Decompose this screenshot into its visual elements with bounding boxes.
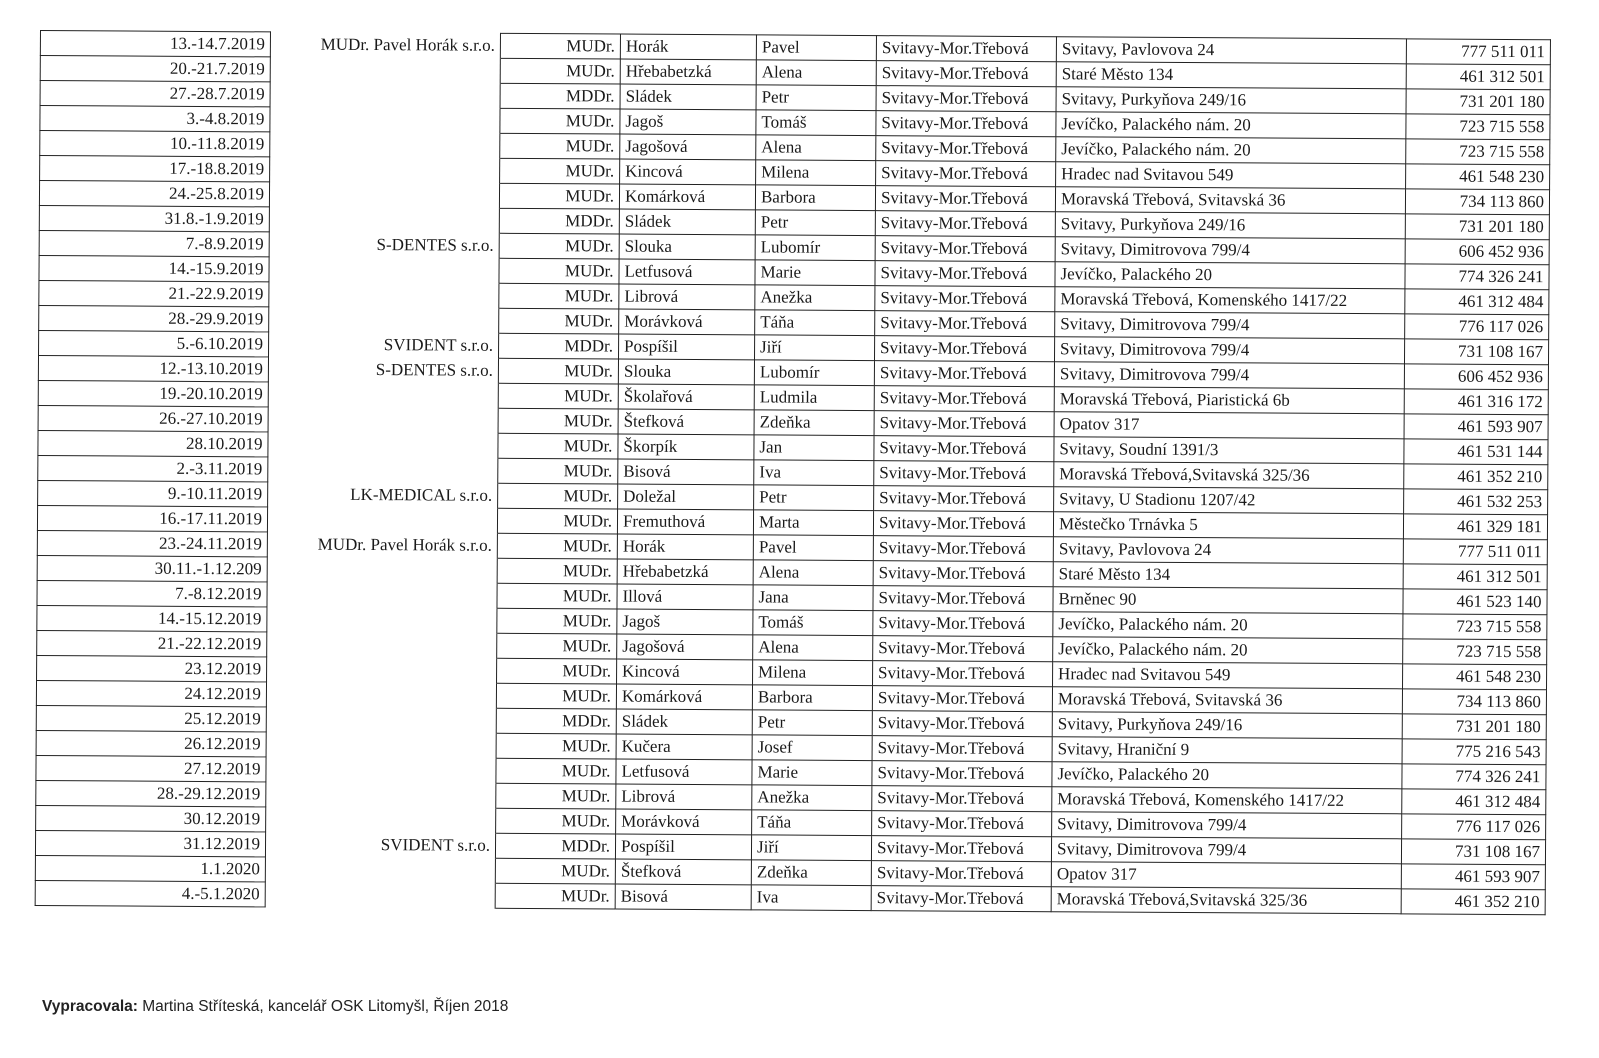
- date-cell: 5.-6.10.2019: [39, 330, 269, 356]
- address-cell: Staré Město 134: [1053, 562, 1403, 589]
- address-cell: Svitavy, Dimitrovova 799/4: [1055, 237, 1405, 264]
- phone-cell: 461 316 172: [1404, 389, 1548, 415]
- company-cell: MUDr. Pavel Horák s.r.o.: [270, 32, 500, 58]
- surname-cell: Illová: [617, 584, 753, 610]
- first-name-cell: Alena: [756, 60, 876, 86]
- region-cell: Svitavy-Mor.Třebová: [876, 86, 1056, 112]
- address-cell: Svitavy, Purkyňova 249/16: [1055, 212, 1405, 239]
- address-cell: Svitavy, Purkyňova 249/16: [1052, 712, 1402, 739]
- title-cell: MUDr.: [496, 783, 616, 809]
- schedule-rows: [35, 31, 1550, 915]
- date-cell: 4.-5.1.2020: [35, 880, 265, 906]
- first-name-cell: Lubomír: [755, 235, 875, 261]
- company-cell: [267, 507, 497, 533]
- phone-cell: 731 201 180: [1402, 714, 1546, 740]
- phone-cell: 731 201 180: [1406, 89, 1550, 115]
- surname-cell: Jagoš: [620, 109, 756, 135]
- date-cell: 12.-13.10.2019: [38, 355, 268, 381]
- region-cell: Svitavy-Mor.Třebová: [874, 361, 1054, 387]
- surname-cell: Škorpík: [618, 434, 754, 460]
- title-cell: MUDr.: [497, 658, 617, 684]
- title-cell: MUDr.: [496, 683, 616, 709]
- title-cell: MUDr.: [499, 183, 619, 209]
- title-cell: MUDr.: [500, 58, 620, 84]
- address-cell: Staré Město 134: [1056, 62, 1406, 89]
- date-cell: 28.-29.9.2019: [39, 305, 269, 331]
- phone-cell: 461 312 484: [1402, 789, 1546, 815]
- address-cell: Moravská Třebová,Svitavská 325/36: [1054, 462, 1404, 489]
- region-cell: Svitavy-Mor.Třebová: [876, 61, 1056, 87]
- company-cell: [267, 657, 497, 683]
- date-cell: 21.-22.12.2019: [37, 630, 267, 656]
- date-cell: 16.-17.11.2019: [37, 505, 267, 531]
- phone-cell: 461 523 140: [1403, 589, 1547, 615]
- surname-cell: Školařová: [618, 384, 754, 410]
- phone-cell: 461 352 210: [1404, 464, 1548, 490]
- phone-cell: 775 216 543: [1402, 739, 1546, 765]
- date-cell: 26.12.2019: [36, 730, 266, 756]
- first-name-cell: Táňa: [752, 810, 872, 836]
- address-cell: Moravská Třebová, Svitavská 36: [1052, 687, 1402, 714]
- address-cell: Svitavy, Pavlovova 24: [1053, 537, 1403, 564]
- address-cell: Moravská Třebová, Komenského 1417/22: [1055, 287, 1405, 314]
- address-cell: Svitavy, Dimitrovova 799/4: [1054, 337, 1404, 364]
- surname-cell: Letfusová: [616, 759, 752, 785]
- phone-cell: 606 452 936: [1404, 364, 1548, 390]
- company-cell: S-DENTES s.r.o.: [268, 357, 498, 383]
- region-cell: Svitavy-Mor.Třebová: [874, 486, 1054, 512]
- title-cell: MUDr.: [499, 233, 619, 259]
- region-cell: Svitavy-Mor.Třebová: [875, 311, 1055, 337]
- first-name-cell: Anežka: [755, 285, 875, 311]
- date-cell: 21.-22.9.2019: [39, 280, 269, 306]
- region-cell: Svitavy-Mor.Třebová: [873, 511, 1053, 537]
- address-cell: Hradec nad Svitavou 549: [1056, 162, 1406, 189]
- phone-cell: 776 117 026: [1402, 814, 1546, 840]
- first-name-cell: Jana: [753, 585, 873, 611]
- date-cell: 2.-3.11.2019: [38, 455, 268, 481]
- title-cell: MDDr.: [499, 333, 619, 359]
- first-name-cell: Pavel: [753, 535, 873, 561]
- region-cell: Svitavy-Mor.Třebová: [872, 736, 1052, 762]
- region-cell: Svitavy-Mor.Třebová: [874, 411, 1054, 437]
- company-cell: LK-MEDICAL s.r.o.: [268, 482, 498, 508]
- region-cell: Svitavy-Mor.Třebová: [874, 386, 1054, 412]
- region-cell: Svitavy-Mor.Třebová: [874, 336, 1054, 362]
- address-cell: Opatov 317: [1051, 862, 1401, 889]
- company-cell: [266, 707, 496, 733]
- surname-cell: Jagošová: [617, 634, 753, 660]
- date-cell: 25.12.2019: [36, 705, 266, 731]
- title-cell: MUDr.: [497, 508, 617, 534]
- company-cell: [265, 882, 495, 908]
- region-cell: Svitavy-Mor.Třebová: [873, 586, 1053, 612]
- region-cell: Svitavy-Mor.Třebová: [871, 861, 1051, 887]
- company-cell: [270, 57, 500, 83]
- phone-cell: 723 715 558: [1406, 139, 1550, 165]
- surname-cell: Horák: [620, 34, 756, 60]
- first-name-cell: Josef: [752, 735, 872, 761]
- first-name-cell: Jiří: [754, 335, 874, 361]
- company-cell: [266, 682, 496, 708]
- title-cell: MUDr.: [495, 883, 615, 909]
- date-cell: 19.-20.10.2019: [38, 380, 268, 406]
- date-cell: 27.-28.7.2019: [40, 81, 270, 107]
- surname-cell: Komárková: [619, 184, 755, 210]
- phone-cell: 723 715 558: [1403, 639, 1547, 665]
- first-name-cell: Jan: [754, 435, 874, 461]
- title-cell: MUDr.: [497, 633, 617, 659]
- title-cell: MUDr.: [496, 808, 616, 834]
- company-cell: [270, 157, 500, 183]
- phone-cell: 461 329 181: [1403, 514, 1547, 540]
- title-cell: MUDr.: [499, 308, 619, 334]
- title-cell: MDDr.: [496, 708, 616, 734]
- title-cell: MDDr.: [500, 83, 620, 109]
- phone-cell: 461 548 230: [1406, 164, 1550, 190]
- address-cell: Svitavy, Soudní 1391/3: [1054, 437, 1404, 464]
- address-cell: Moravská Třebová, Svitavská 36: [1055, 187, 1405, 214]
- surname-cell: Librová: [616, 784, 752, 810]
- first-name-cell: Milena: [756, 160, 876, 186]
- surname-cell: Sládek: [616, 709, 752, 735]
- phone-cell: 606 452 936: [1405, 239, 1549, 265]
- address-cell: Brněnec 90: [1053, 587, 1403, 614]
- first-name-cell: Zdeňka: [754, 410, 874, 436]
- company-cell: [266, 782, 496, 808]
- region-cell: Svitavy-Mor.Třebová: [876, 36, 1056, 62]
- title-cell: MUDr.: [499, 258, 619, 284]
- first-name-cell: Marie: [755, 260, 875, 286]
- address-cell: Moravská Třebová, Piaristická 6b: [1054, 387, 1404, 414]
- company-cell: [268, 457, 498, 483]
- region-cell: Svitavy-Mor.Třebová: [872, 686, 1052, 712]
- first-name-cell: Petr: [752, 710, 872, 736]
- company-cell: [267, 632, 497, 658]
- first-name-cell: Jiří: [751, 835, 871, 861]
- title-cell: MUDr.: [496, 733, 616, 759]
- region-cell: Svitavy-Mor.Třebová: [873, 636, 1053, 662]
- address-cell: Svitavy, Dimitrovova 799/4: [1055, 312, 1405, 339]
- title-cell: MUDr.: [497, 533, 617, 559]
- phone-cell: 777 511 011: [1403, 539, 1547, 565]
- surname-cell: Bisová: [615, 884, 751, 910]
- phone-cell: 461 593 907: [1401, 864, 1545, 890]
- surname-cell: Jagošová: [620, 134, 756, 160]
- title-cell: MUDr.: [498, 408, 618, 434]
- date-cell: 26.-27.10.2019: [38, 405, 268, 431]
- first-name-cell: Petr: [754, 485, 874, 511]
- company-cell: [269, 257, 499, 283]
- surname-cell: Kincová: [617, 659, 753, 685]
- phone-cell: 723 715 558: [1406, 114, 1550, 140]
- first-name-cell: Alena: [753, 560, 873, 586]
- phone-cell: 774 326 241: [1405, 264, 1549, 290]
- address-cell: Jevíčko, Palackého nám. 20: [1056, 137, 1406, 164]
- first-name-cell: Zdeňka: [751, 860, 871, 886]
- date-cell: 10.-11.8.2019: [40, 131, 270, 157]
- region-cell: Svitavy-Mor.Třebová: [875, 286, 1055, 312]
- company-cell: [268, 407, 498, 433]
- title-cell: MUDr.: [499, 283, 619, 309]
- region-cell: Svitavy-Mor.Třebová: [871, 836, 1051, 862]
- title-cell: MUDr.: [500, 33, 620, 59]
- surname-cell: Bisová: [618, 459, 754, 485]
- region-cell: Svitavy-Mor.Třebová: [876, 136, 1056, 162]
- date-cell: 14.-15.12.2019: [37, 605, 267, 631]
- phone-cell: 731 108 167: [1404, 339, 1548, 365]
- date-cell: 28.-29.12.2019: [36, 780, 266, 806]
- date-cell: 13.-14.7.2019: [40, 31, 270, 57]
- first-name-cell: Marie: [752, 760, 872, 786]
- company-cell: [269, 307, 499, 333]
- surname-cell: Kincová: [620, 159, 756, 185]
- title-cell: MUDr.: [497, 608, 617, 634]
- company-cell: SVIDENT s.r.o.: [265, 832, 495, 858]
- address-cell: Moravská Třebová,Svitavská 325/36: [1051, 887, 1401, 914]
- company-cell: [269, 282, 499, 308]
- phone-cell: 777 511 011: [1406, 39, 1550, 65]
- address-cell: Opatov 317: [1054, 412, 1404, 439]
- region-cell: Svitavy-Mor.Třebová: [875, 211, 1055, 237]
- region-cell: Svitavy-Mor.Třebová: [873, 611, 1053, 637]
- company-cell: [268, 382, 498, 408]
- surname-cell: Komárková: [616, 684, 752, 710]
- date-cell: 7.-8.9.2019: [39, 230, 269, 256]
- surname-cell: Sládek: [620, 84, 756, 110]
- region-cell: Svitavy-Mor.Třebová: [873, 661, 1053, 687]
- region-cell: Svitavy-Mor.Třebová: [871, 886, 1051, 912]
- footer-text: Martina Stříteská, kancelář OSK Litomyšl, Říjen 2018: [137, 998, 509, 1015]
- date-cell: 24.12.2019: [36, 680, 266, 706]
- address-cell: Svitavy, Pavlovova 24: [1056, 37, 1406, 64]
- company-cell: S-DENTES s.r.o.: [269, 232, 499, 258]
- address-cell: Městečko Trnávka 5: [1053, 512, 1403, 539]
- phone-cell: 731 201 180: [1405, 214, 1549, 240]
- address-cell: Svitavy, U Stadionu 1207/42: [1054, 487, 1404, 514]
- company-cell: [267, 582, 497, 608]
- address-cell: Svitavy, Dimitrovova 799/4: [1054, 362, 1404, 389]
- first-name-cell: Barbora: [752, 685, 872, 711]
- phone-cell: 734 113 860: [1402, 689, 1546, 715]
- first-name-cell: Lubomír: [754, 360, 874, 386]
- phone-cell: 461 531 144: [1404, 439, 1548, 465]
- region-cell: Svitavy-Mor.Třebová: [872, 711, 1052, 737]
- date-cell: 3.-4.8.2019: [40, 106, 270, 132]
- title-cell: MDDr.: [495, 833, 615, 859]
- title-cell: MUDr.: [498, 383, 618, 409]
- surname-cell: Sládek: [619, 209, 755, 235]
- address-cell: Jevíčko, Palackého 20: [1052, 762, 1402, 789]
- first-name-cell: Anežka: [752, 785, 872, 811]
- title-cell: MDDr.: [499, 208, 619, 234]
- address-cell: Svitavy, Dimitrovova 799/4: [1051, 837, 1401, 864]
- title-cell: MUDr.: [498, 433, 618, 459]
- region-cell: Svitavy-Mor.Třebová: [876, 111, 1056, 137]
- title-cell: MUDr.: [498, 358, 618, 384]
- date-cell: 17.-18.8.2019: [40, 156, 270, 182]
- region-cell: Svitavy-Mor.Třebová: [873, 536, 1053, 562]
- address-cell: Jevíčko, Palackého 20: [1055, 262, 1405, 289]
- surname-cell: Morávková: [619, 309, 755, 335]
- first-name-cell: Táňa: [755, 310, 875, 336]
- company-cell: [270, 82, 500, 108]
- address-cell: Svitavy, Dimitrovova 799/4: [1052, 812, 1402, 839]
- first-name-cell: Tomáš: [753, 610, 873, 636]
- address-cell: Moravská Třebová, Komenského 1417/22: [1052, 787, 1402, 814]
- company-cell: [269, 182, 499, 208]
- region-cell: Svitavy-Mor.Třebová: [872, 761, 1052, 787]
- company-cell: [267, 557, 497, 583]
- title-cell: MUDr.: [497, 583, 617, 609]
- first-name-cell: Barbora: [755, 185, 875, 211]
- surname-cell: Štefková: [615, 859, 751, 885]
- title-cell: MUDr.: [500, 108, 620, 134]
- first-name-cell: Marta: [753, 510, 873, 536]
- footer-note: [42, 998, 508, 1016]
- phone-cell: 776 117 026: [1405, 314, 1549, 340]
- first-name-cell: Petr: [755, 210, 875, 236]
- title-cell: MUDr.: [496, 758, 616, 784]
- surname-cell: Hřebabetzká: [620, 59, 756, 85]
- phone-cell: 774 326 241: [1402, 764, 1546, 790]
- date-cell: 30.11.-1.12.209: [37, 555, 267, 581]
- company-cell: SVIDENT s.r.o.: [269, 332, 499, 358]
- surname-cell: Hřebabetzká: [617, 559, 753, 585]
- surname-cell: Slouka: [619, 234, 755, 260]
- address-cell: Svitavy, Purkyňova 249/16: [1056, 87, 1406, 114]
- phone-cell: 461 312 501: [1406, 64, 1550, 90]
- company-cell: [266, 757, 496, 783]
- surname-cell: Librová: [619, 284, 755, 310]
- phone-cell: 723 715 558: [1403, 614, 1547, 640]
- surname-cell: Pospíšil: [619, 334, 755, 360]
- company-cell: [266, 807, 496, 833]
- first-name-cell: Iva: [751, 885, 871, 911]
- title-cell: MUDr.: [497, 558, 617, 584]
- address-cell: Jevíčko, Palackého nám. 20: [1056, 112, 1406, 139]
- dental-emergency-schedule-table: [35, 30, 1551, 915]
- surname-cell: Letfusová: [619, 259, 755, 285]
- date-cell: 9.-10.11.2019: [38, 480, 268, 506]
- address-cell: Hradec nad Svitavou 549: [1053, 662, 1403, 689]
- phone-cell: 734 113 860: [1405, 189, 1549, 215]
- date-cell: 23.-24.11.2019: [37, 530, 267, 556]
- company-cell: [268, 432, 498, 458]
- phone-cell: 461 312 501: [1403, 564, 1547, 590]
- surname-cell: Doležal: [618, 484, 754, 510]
- region-cell: Svitavy-Mor.Třebová: [872, 811, 1052, 837]
- date-cell: 23.12.2019: [37, 655, 267, 681]
- surname-cell: Horák: [617, 534, 753, 560]
- region-cell: Svitavy-Mor.Třebová: [875, 236, 1055, 262]
- region-cell: Svitavy-Mor.Třebová: [876, 161, 1056, 187]
- company-cell: [269, 207, 499, 233]
- company-cell: [270, 107, 500, 133]
- date-cell: 14.-15.9.2019: [39, 255, 269, 281]
- title-cell: MUDr.: [498, 458, 618, 484]
- first-name-cell: Milena: [753, 660, 873, 686]
- date-cell: 24.-25.8.2019: [39, 181, 269, 207]
- footer-label: Vypracovala:: [42, 998, 138, 1015]
- date-cell: 31.8.-1.9.2019: [39, 205, 269, 231]
- phone-cell: 461 548 230: [1403, 664, 1547, 690]
- first-name-cell: Pavel: [756, 35, 876, 61]
- phone-cell: 461 532 253: [1404, 489, 1548, 515]
- surname-cell: Fremuthová: [617, 509, 753, 535]
- region-cell: Svitavy-Mor.Třebová: [874, 436, 1054, 462]
- region-cell: Svitavy-Mor.Třebová: [875, 186, 1055, 212]
- date-cell: 30.12.2019: [36, 805, 266, 831]
- surname-cell: Morávková: [616, 809, 752, 835]
- surname-cell: Štefková: [618, 409, 754, 435]
- company-cell: [265, 857, 495, 883]
- date-cell: 1.1.2020: [35, 855, 265, 881]
- first-name-cell: Ludmila: [754, 385, 874, 411]
- title-cell: MUDr.: [498, 483, 618, 509]
- region-cell: Svitavy-Mor.Třebová: [875, 261, 1055, 287]
- title-cell: MUDr.: [500, 133, 620, 159]
- phone-cell: 461 312 484: [1405, 289, 1549, 315]
- title-cell: MUDr.: [495, 858, 615, 884]
- surname-cell: Kučera: [616, 734, 752, 760]
- address-cell: Jevíčko, Palackého nám. 20: [1053, 612, 1403, 639]
- date-cell: 7.-8.12.2019: [37, 580, 267, 606]
- date-cell: 20.-21.7.2019: [40, 56, 270, 82]
- surname-cell: Slouka: [618, 359, 754, 385]
- surname-cell: Pospíšil: [615, 834, 751, 860]
- first-name-cell: Alena: [753, 635, 873, 661]
- company-cell: [267, 607, 497, 633]
- company-cell: [270, 132, 500, 158]
- date-cell: 27.12.2019: [36, 755, 266, 781]
- company-cell: MUDr. Pavel Horák s.r.o.: [267, 532, 497, 558]
- address-cell: Jevíčko, Palackého nám. 20: [1053, 637, 1403, 664]
- surname-cell: Jagoš: [617, 609, 753, 635]
- phone-cell: 461 352 210: [1401, 889, 1545, 915]
- region-cell: Svitavy-Mor.Třebová: [874, 461, 1054, 487]
- region-cell: Svitavy-Mor.Třebová: [873, 561, 1053, 587]
- first-name-cell: Tomáš: [756, 110, 876, 136]
- phone-cell: 461 593 907: [1404, 414, 1548, 440]
- region-cell: Svitavy-Mor.Třebová: [872, 786, 1052, 812]
- phone-cell: 731 108 167: [1401, 839, 1545, 865]
- company-cell: [266, 732, 496, 758]
- address-cell: Svitavy, Hraniční 9: [1052, 737, 1402, 764]
- first-name-cell: Alena: [756, 135, 876, 161]
- date-cell: 31.12.2019: [35, 830, 265, 856]
- first-name-cell: Iva: [754, 460, 874, 486]
- title-cell: MUDr.: [500, 158, 620, 184]
- first-name-cell: Petr: [756, 85, 876, 111]
- date-cell: 28.10.2019: [38, 430, 268, 456]
